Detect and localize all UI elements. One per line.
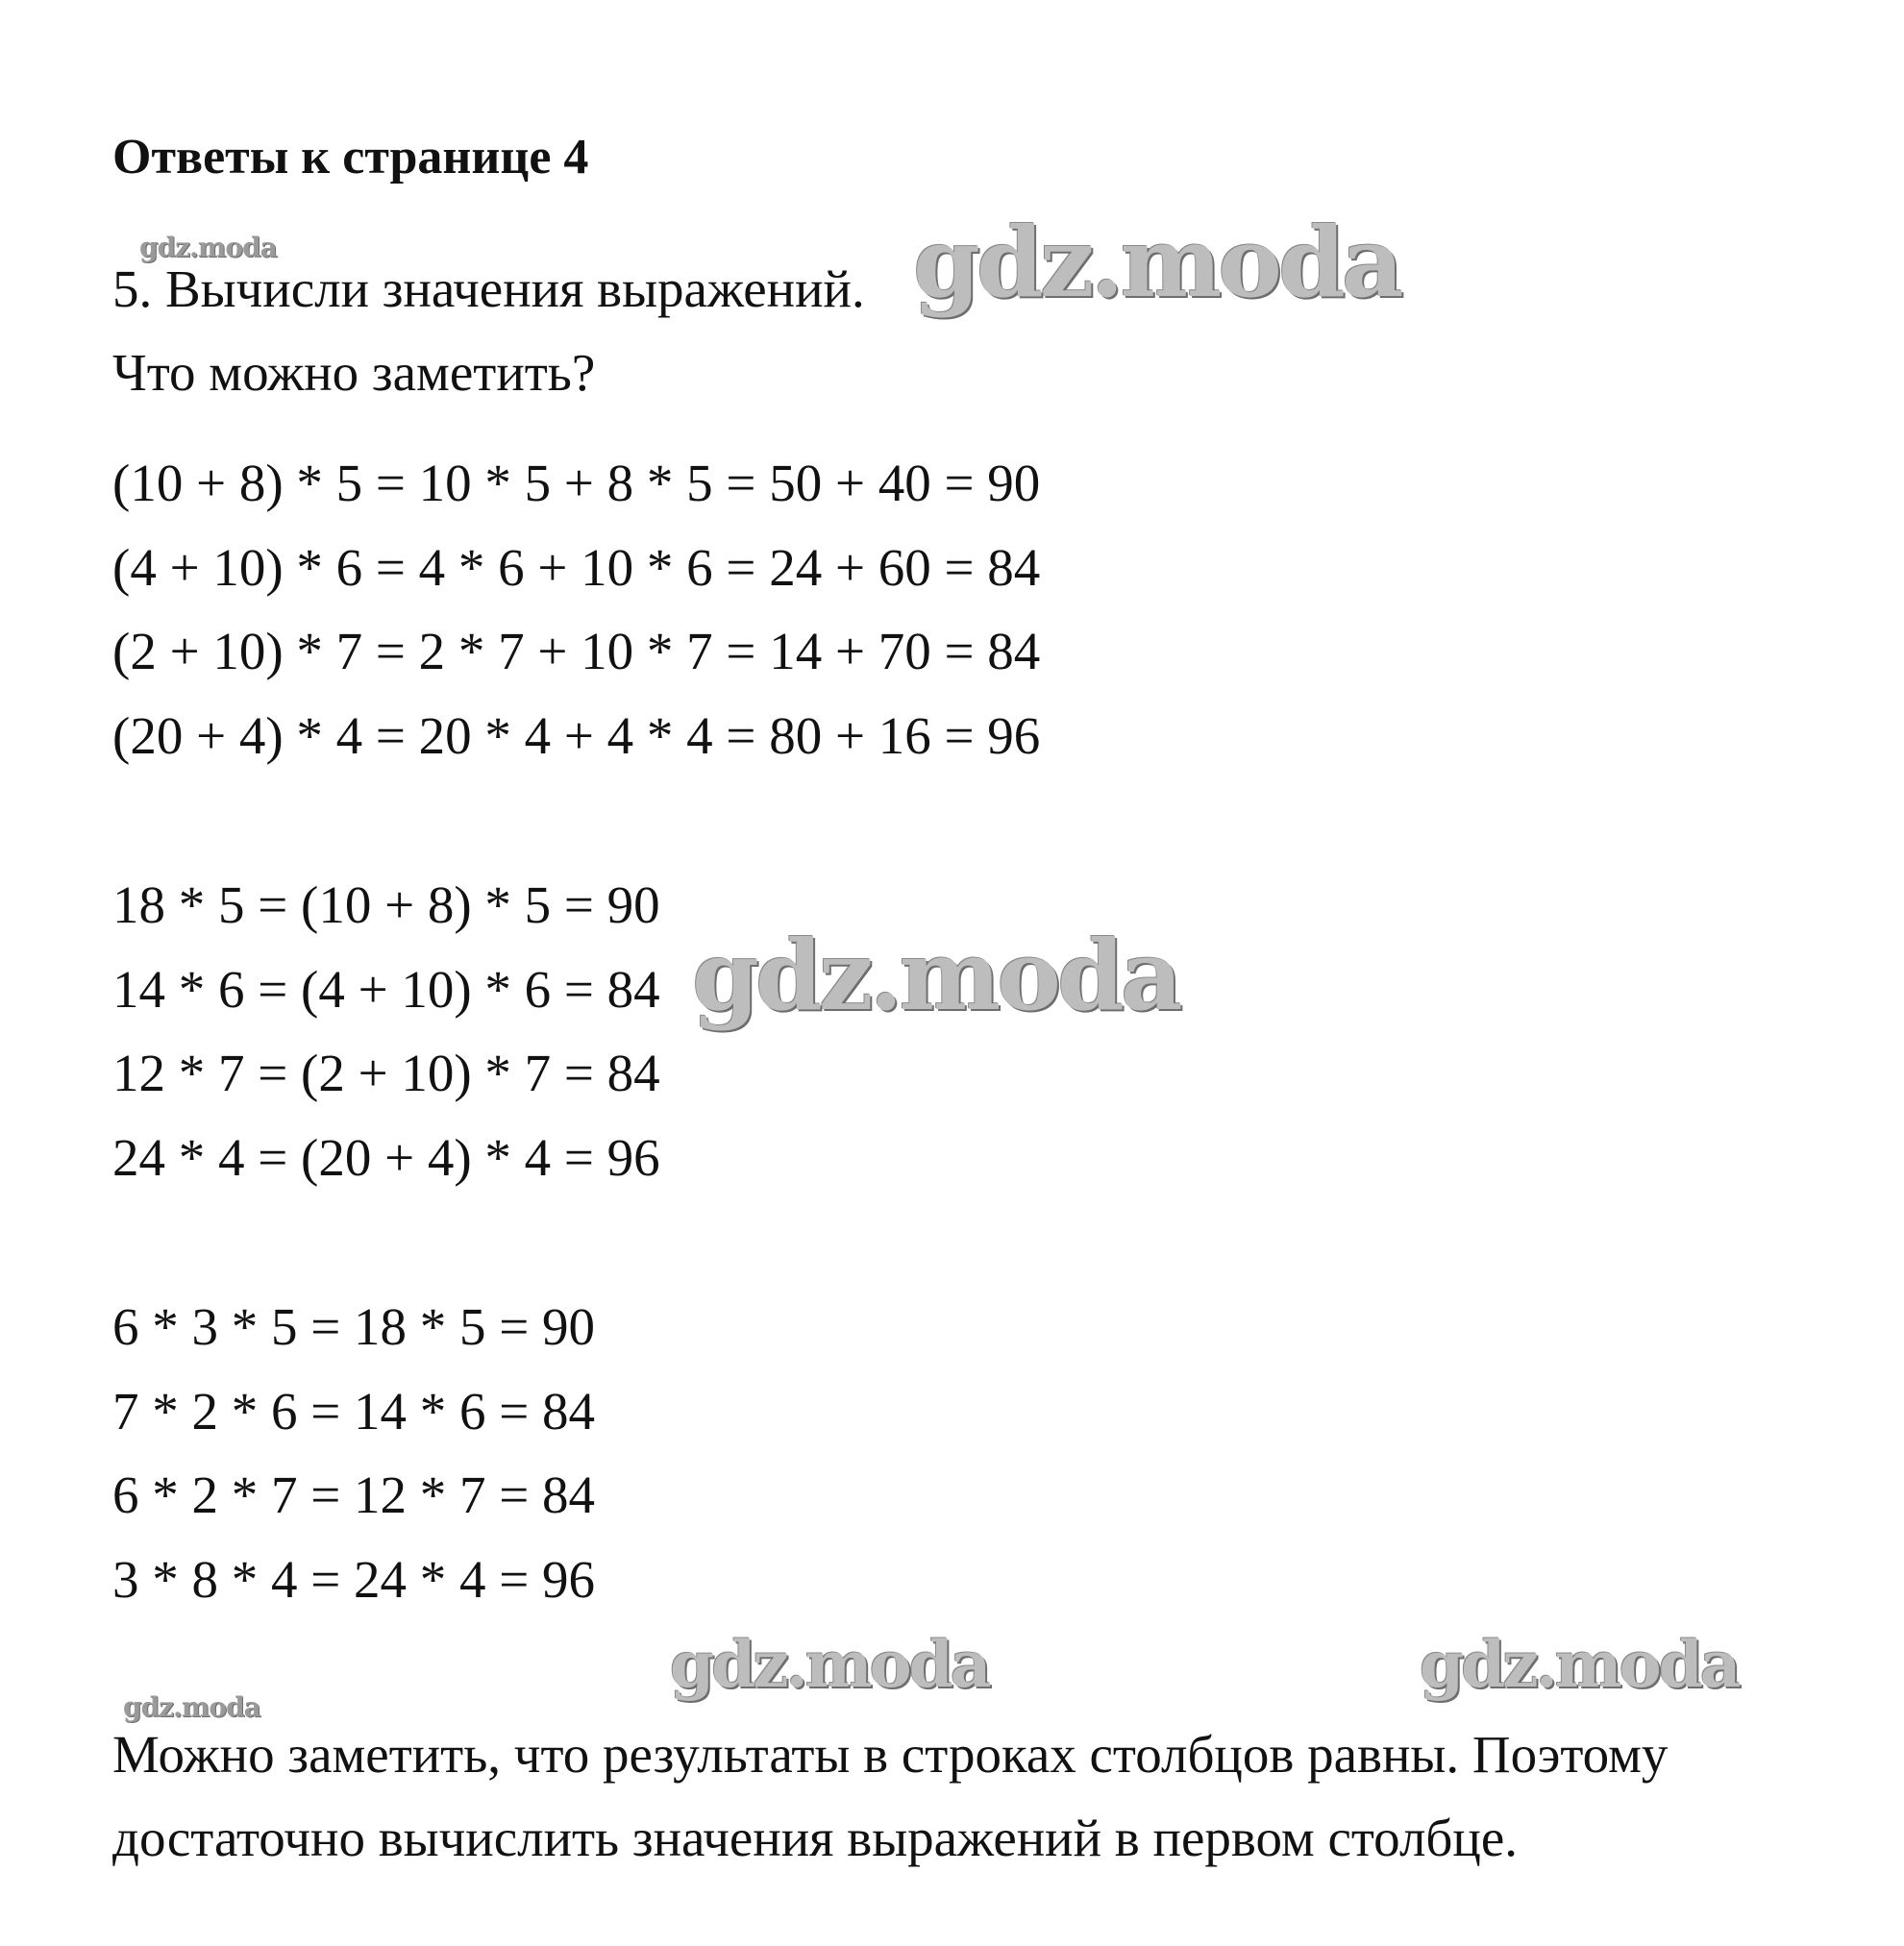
watermark-bottom-left: gdz.moda [670,1627,989,1702]
watermark-middle: gdz.moda [692,919,1179,1032]
conclusion-line-1: Можно заметить, что результаты в строках столбцов равны. Поэтому [112,1725,1669,1784]
expression-line: (2 + 10) * 7 = 2 * 7 + 10 * 7 = 14 + 70 = 84 [112,622,1041,680]
expression-line: 6 * 3 * 5 = 18 * 5 = 90 [112,1297,596,1356]
expression-line: 18 * 5 = (10 + 8) * 5 = 90 [112,875,660,934]
page-heading: Ответы к странице 4 [112,130,589,185]
expression-line: (10 + 8) * 5 = 10 * 5 + 8 * 5 = 50 + 40 = 90 [112,454,1041,512]
expression-line: 3 * 8 * 4 = 24 * 4 = 96 [112,1550,596,1609]
expression-line: (4 + 10) * 6 = 4 * 6 + 10 * 6 = 24 + 60 = 84 [112,538,1041,597]
expression-line: 7 * 2 * 6 = 14 * 6 = 84 [112,1382,596,1441]
expression-line: (20 + 4) * 4 = 20 * 4 + 4 * 4 = 80 + 16 = 96 [112,706,1041,765]
watermark-small-top: gdz.moda [139,232,277,263]
expression-line: 14 * 6 = (4 + 10) * 6 = 84 [112,960,660,1019]
expression-line: 12 * 7 = (2 + 10) * 7 = 84 [112,1044,660,1102]
expression-line: 6 * 2 * 7 = 12 * 7 = 84 [112,1466,596,1524]
conclusion-line-2: достаточно вычислить значения выражений в первом столбце. [112,1809,1518,1867]
watermark-small-bottom: gdz.moda [123,1691,260,1723]
task-statement: 5. Вычисли значения выражений. [112,259,865,318]
watermark-bottom-right: gdz.moda [1420,1627,1739,1702]
watermark-top: gdz.moda [913,206,1400,319]
task-question: Что можно заметить? [112,343,596,402]
expression-line: 24 * 4 = (20 + 4) * 4 = 96 [112,1128,660,1187]
